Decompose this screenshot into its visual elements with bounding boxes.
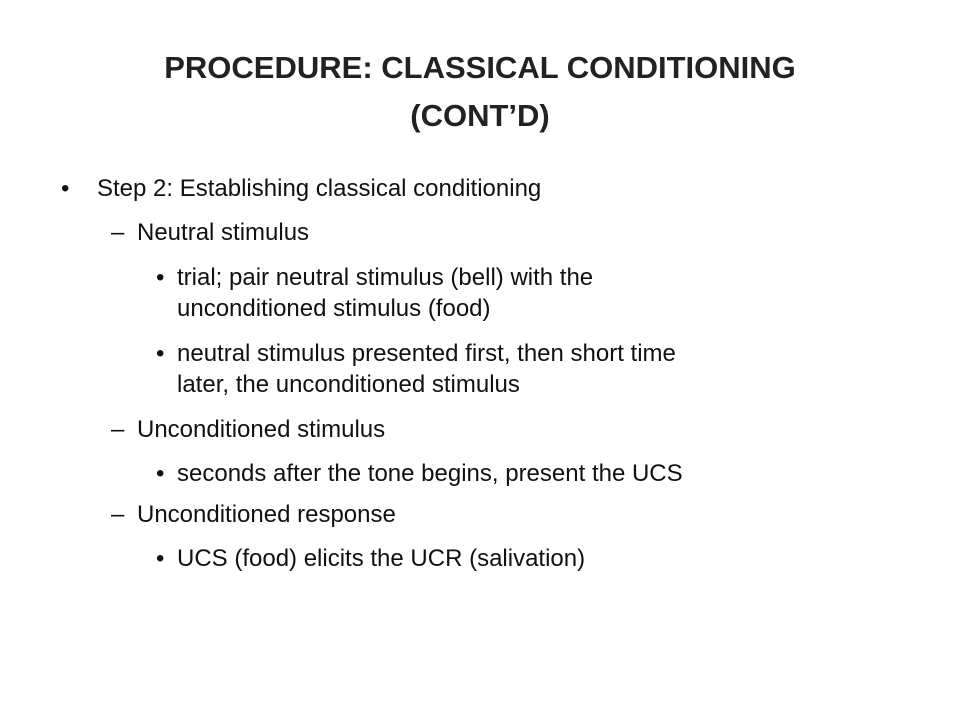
section-label-unconditioned-response: Unconditioned response <box>137 501 396 528</box>
slide-title-line-2: (CONT’D) <box>410 98 550 133</box>
list-item-line-1: neutral stimulus presented first, then short time <box>177 340 676 367</box>
bullet-marker: • <box>156 340 165 367</box>
section-label-unconditioned-stimulus: Unconditioned stimulus <box>137 416 386 443</box>
section-label-neutral-stimulus: Neutral stimulus <box>137 219 310 246</box>
slide-title <box>80 44 880 140</box>
dash-marker: – <box>111 501 125 528</box>
dash-marker: – <box>111 416 125 443</box>
list-item-line-1: trial; pair neutral stimulus (bell) with the <box>177 264 594 291</box>
slide-title-line-1: PROCEDURE: CLASSICAL CONDITIONING <box>164 50 796 85</box>
bullet-marker: • <box>156 545 165 572</box>
step-label: Step 2: Establishing classical conditioning <box>97 175 542 202</box>
list-item-line-2: unconditioned stimulus (food) <box>177 295 491 322</box>
bullet-marker: • <box>61 175 70 202</box>
bullet-marker: • <box>156 460 165 487</box>
list-item-line-2: later, the unconditioned stimulus <box>177 371 520 398</box>
list-item-line-1: UCS (food) elicits the UCR (salivation) <box>177 545 586 572</box>
bullet-marker: • <box>156 264 165 291</box>
list-item-line-1: seconds after the tone begins, present the UCS <box>177 460 683 487</box>
dash-marker: – <box>111 219 125 246</box>
